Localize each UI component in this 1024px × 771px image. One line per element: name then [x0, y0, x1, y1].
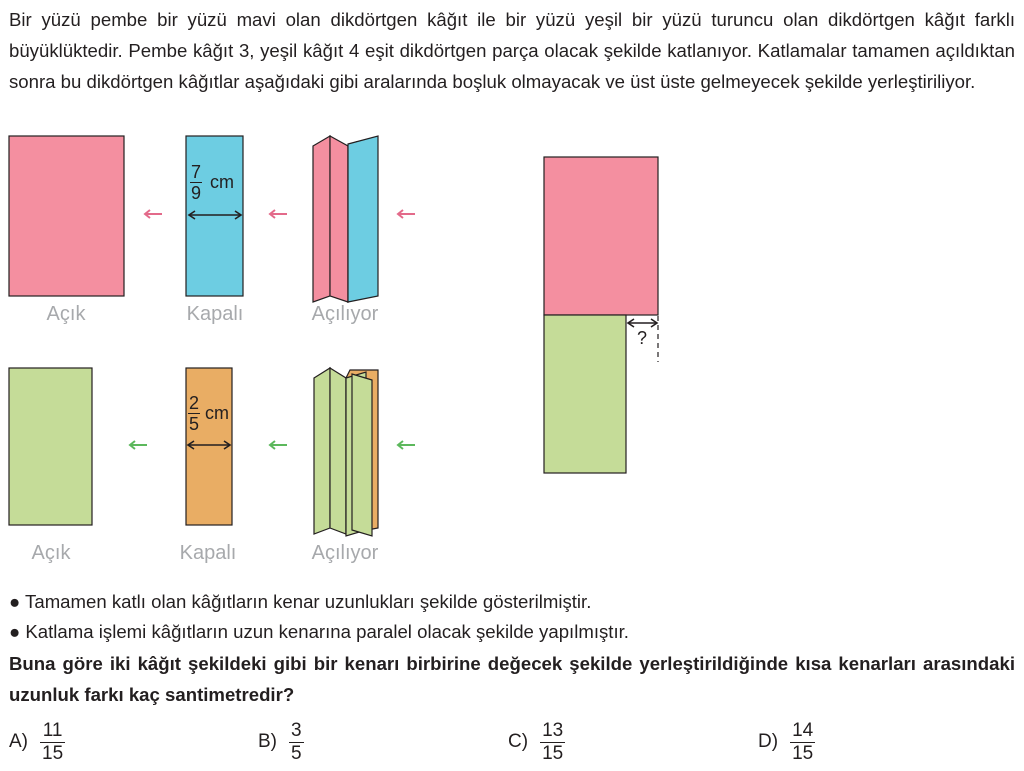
fraction-numerator: 14 — [792, 719, 814, 741]
option-letter: C) — [508, 731, 529, 752]
arrow-left-icon — [270, 441, 287, 449]
option-c[interactable] — [508, 718, 565, 766]
intro-paragraph: Bir yüzü pembe bir yüzü mavi olan dikdörtgen kâğıt ile bir yüzü yeşil bir yüzü turuncu olan dikdörtgen kâğıt farklı büyüklüktedir. Pembe kâğıt 3, yeşil kâğıt 4 eşit dikdörtgen parça olacak şekilde katlanıyor. Katlamalar tamamen açıldıktan sonra bu dikdörtgen kâğıtlar aşağıdaki gibi aralarında boşluk olmayacak ve üst üste gelmeyecek şekilde yerleştiriliyor. — [9, 9, 1015, 92]
pink-paper-placed — [544, 157, 658, 315]
pink-paper-figure — [0, 130, 520, 310]
label-open: Açık — [46, 303, 86, 325]
question-text: Buna göre iki kâğıt şekildeki gibi bir kenarı birbirine değecek şekilde yerleştirildiğinde kısa kenarları arasındaki uzunluk farkı kaç santimetredir? — [9, 653, 1015, 705]
option-letter: A) — [9, 731, 28, 752]
fraction-denominator: 5 — [291, 742, 302, 764]
difference-measure-arrow — [628, 319, 657, 327]
green-paper-figure — [0, 362, 520, 542]
arrow-left-icon — [398, 441, 415, 449]
option-letter: D) — [758, 731, 779, 752]
option-fraction — [289, 720, 304, 765]
label-open: Açık — [31, 542, 71, 564]
arrow-left-icon — [398, 210, 415, 218]
fraction-numerator: 13 — [542, 719, 564, 741]
fraction-numerator: 3 — [291, 719, 302, 741]
label-closed: Kapalı — [179, 542, 237, 564]
fraction-numerator: 11 — [40, 720, 65, 743]
fraction-denominator: 15 — [792, 742, 814, 764]
option-fraction — [40, 720, 65, 765]
green-paper-placed — [544, 315, 626, 473]
fraction-denominator: 15 — [542, 742, 564, 764]
fraction-denominator: 5 — [189, 414, 200, 434]
arrow-left-icon — [130, 441, 147, 449]
bullet-item: ● Katlama işlemi kâğıtların uzun kenarına paralel olacak şekilde yapılmıştır. — [9, 621, 629, 642]
unit-label: cm — [210, 172, 234, 192]
bullet-item: ● Tamamen katlı olan kâğıtların kenar uzunlukları şekilde gösterilmiştir. — [9, 591, 592, 612]
arrow-left-icon — [145, 210, 162, 218]
green-paper-opening — [314, 368, 378, 536]
fraction-denominator: 15 — [42, 742, 64, 764]
option-a[interactable] — [9, 718, 65, 766]
blue-width-fraction — [190, 162, 202, 203]
fraction-numerator: 7 — [191, 162, 202, 182]
orange-width-fraction — [188, 393, 200, 434]
option-letter: B) — [258, 731, 277, 752]
label-opening: Açılıyor — [311, 303, 379, 325]
unit-label: cm — [205, 403, 229, 423]
label-opening: Açılıyor — [311, 542, 379, 564]
option-fraction — [790, 720, 815, 765]
pink-paper-opening — [313, 136, 378, 302]
unknown-length-label: ? — [637, 328, 648, 348]
green-paper-open — [9, 368, 92, 525]
blue-paper-closed — [186, 136, 243, 296]
pink-paper-open — [9, 136, 124, 296]
option-b[interactable] — [258, 718, 304, 766]
option-fraction — [540, 720, 565, 765]
option-d[interactable] — [758, 718, 815, 766]
fraction-numerator: 2 — [189, 393, 200, 413]
fraction-denominator: 9 — [191, 183, 202, 203]
orange-paper-closed — [186, 368, 232, 525]
arrow-left-icon — [270, 210, 287, 218]
label-closed: Kapalı — [186, 303, 244, 325]
combined-papers-figure — [540, 152, 670, 482]
